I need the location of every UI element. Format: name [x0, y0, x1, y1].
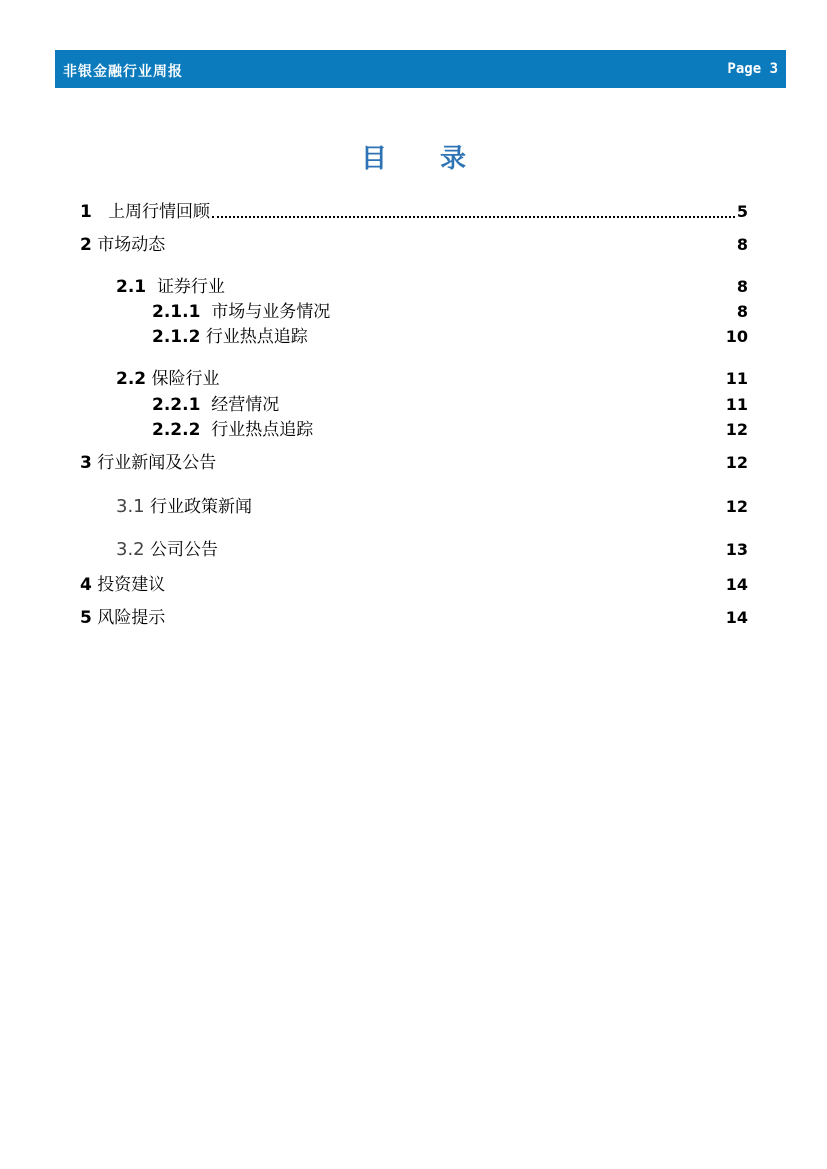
- toc-entry[interactable]: [80, 574, 748, 596]
- toc-entry-number: 2.1: [116, 277, 147, 297]
- toc-entry-text: 行业热点追踪: [205, 327, 308, 347]
- toc-entry[interactable]: [80, 452, 748, 474]
- toc-entry-separator: [200, 394, 211, 416]
- toc-entry[interactable]: [152, 301, 748, 323]
- report-title: 非银金融行业周报: [63, 64, 183, 80]
- toc-entry-text: 风险提示: [97, 608, 166, 628]
- toc-entry-page: 8: [736, 277, 748, 296]
- toc-entry-text: 经营情况: [211, 395, 280, 415]
- toc-entry-separator: [200, 301, 211, 323]
- page-header: [55, 50, 786, 88]
- toc-entry-separator: [92, 201, 108, 223]
- toc-entry-page: 12: [725, 453, 748, 472]
- toc-entry-page: 14: [725, 575, 748, 594]
- toc-entry[interactable]: [152, 326, 748, 348]
- toc-entry-text: 保险行业: [151, 369, 220, 389]
- toc-entry-page: 14: [725, 608, 748, 627]
- toc-entry-text: 上周行情回顾: [108, 202, 211, 222]
- toc-entry[interactable]: [80, 607, 748, 629]
- toc-entry-page: 10: [725, 327, 748, 346]
- toc-entry[interactable]: [116, 368, 748, 390]
- toc-entry-number: 2: [80, 235, 92, 255]
- toc-entry[interactable]: [152, 394, 748, 416]
- toc-entry-number: 3.1: [116, 496, 145, 517]
- toc-entry[interactable]: [116, 276, 748, 298]
- toc-entry-text: 证券行业: [156, 277, 225, 297]
- toc-entry-page: 13: [725, 540, 748, 559]
- toc-entry-number: 3.2: [116, 539, 145, 560]
- toc-entry[interactable]: [80, 201, 748, 223]
- toc-entry-number: 2.2.1: [152, 395, 201, 415]
- toc-entry[interactable]: [116, 539, 748, 561]
- toc-entry-separator: [200, 419, 211, 441]
- toc-entry-number: 2.2.2: [152, 420, 201, 440]
- toc-entry[interactable]: [80, 234, 748, 256]
- toc-entry[interactable]: [152, 419, 748, 441]
- toc-entry-separator: [146, 276, 157, 298]
- toc-entry-page: 8: [736, 302, 748, 321]
- toc-entry-text: 市场动态: [97, 235, 166, 255]
- toc-entry-number: 2.2: [116, 369, 147, 389]
- toc-title: 目 录: [360, 144, 489, 174]
- toc-entry-page: 11: [725, 369, 748, 388]
- toc-entry-text: 行业新闻及公告: [97, 453, 217, 473]
- toc-entry-page: 11: [725, 395, 748, 414]
- toc-entry-number: 2.1.2: [152, 327, 201, 347]
- toc-entry-number: 5: [80, 608, 92, 628]
- toc-entry-number: 4: [80, 575, 92, 595]
- toc-entry-page: 12: [725, 497, 748, 516]
- toc-leader-dots: [212, 216, 735, 218]
- toc-entry-text: 行业政策新闻: [150, 497, 253, 517]
- toc-entry-page: 5: [736, 202, 748, 221]
- toc-entry-text: 市场与业务情况: [211, 302, 331, 322]
- toc-entry-number: 2.1.1: [152, 302, 201, 322]
- toc-entry-number: 3: [80, 453, 92, 473]
- toc-entry-text: 行业热点追踪: [211, 420, 314, 440]
- toc-entry-page: 12: [725, 420, 748, 439]
- toc-entry-text: 公司公告: [150, 540, 219, 560]
- toc-entry-page: 8: [736, 235, 748, 254]
- toc-entry-text: 投资建议: [97, 575, 166, 595]
- toc-entry[interactable]: [116, 496, 748, 518]
- toc-entry-number: 1: [80, 202, 92, 222]
- page-number: Page 3: [727, 61, 778, 77]
